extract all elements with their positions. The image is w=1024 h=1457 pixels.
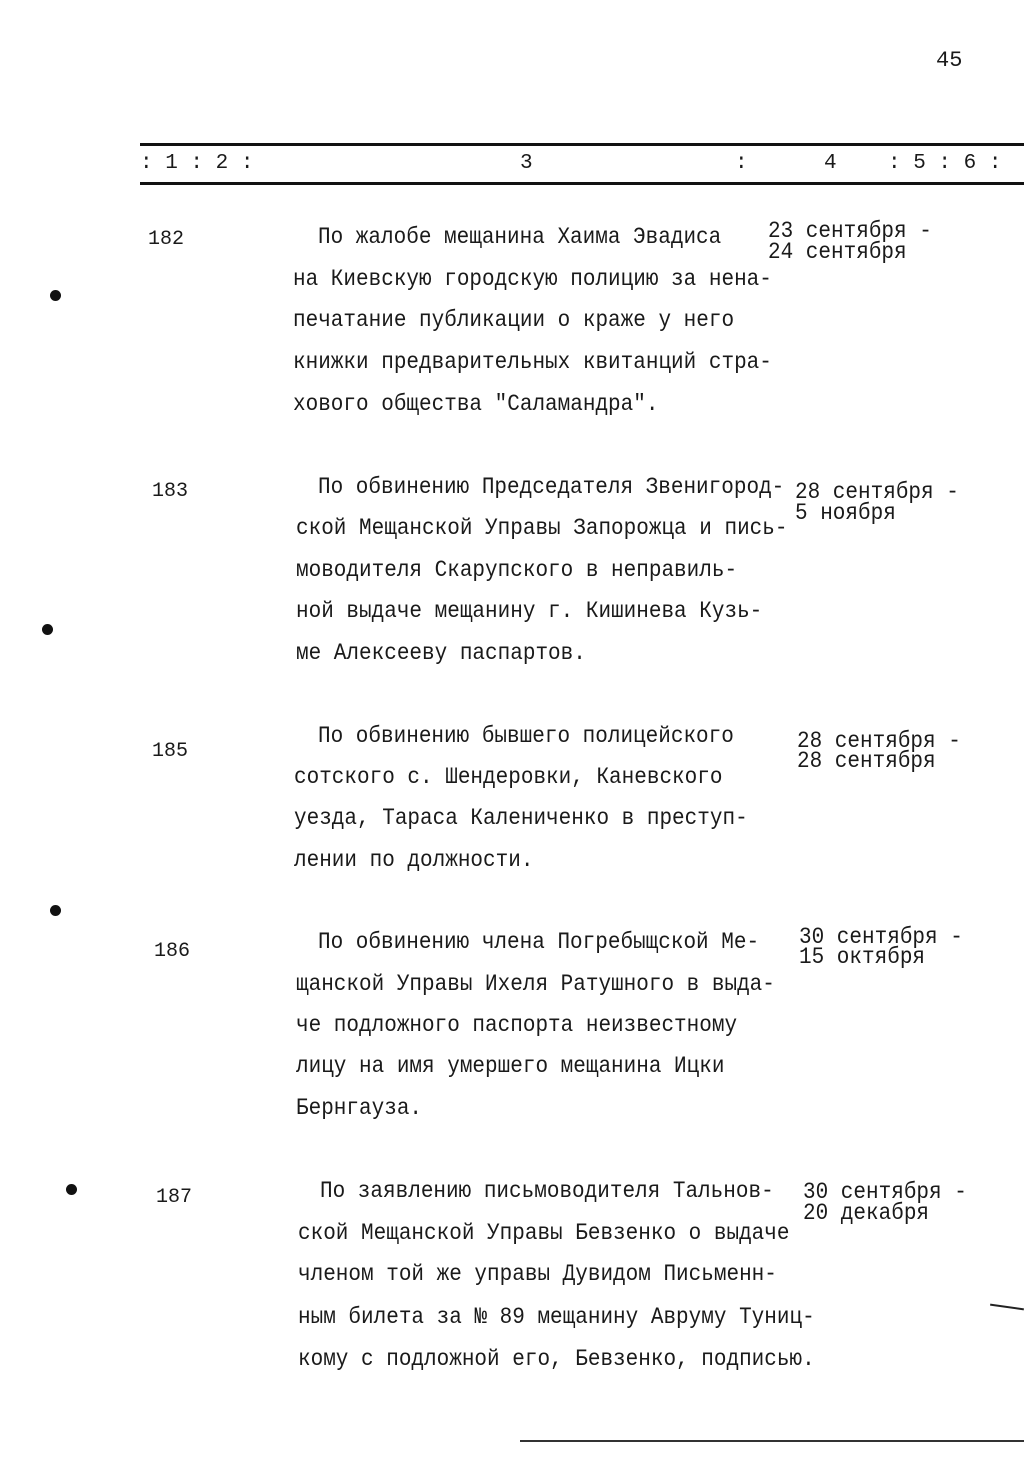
date-to: 28 сентября xyxy=(797,749,936,775)
date-to: 15 октября xyxy=(799,945,926,971)
entry-number: 185 xyxy=(152,740,189,763)
header-separator: : xyxy=(735,152,748,175)
entry-text-line: лении по должности. xyxy=(294,848,534,874)
margin-stroke xyxy=(990,1304,1024,1311)
date-from: 30 сентября - xyxy=(799,925,963,951)
entry-text-line: на Киевскую городскую полицию за нена- xyxy=(293,267,772,293)
entry-text-line: ме Алексееву паспартов. xyxy=(296,641,586,667)
entry-text-line: По жалобе мещанина Хаима Эвадиса xyxy=(318,225,722,251)
binding-hole-mark xyxy=(50,905,61,916)
binding-hole-mark xyxy=(42,624,53,635)
date-from: 30 сентября - xyxy=(803,1180,967,1206)
date-from: 28 сентября - xyxy=(797,729,961,755)
entry-number: 186 xyxy=(154,940,191,963)
header-top-rule xyxy=(140,143,1024,146)
binding-hole-mark xyxy=(50,290,61,301)
date-to: 5 ноября xyxy=(795,501,896,527)
entry-text-line: лицу на имя умершего мещанина Ицки xyxy=(296,1054,725,1080)
date-from: 23 сентября - xyxy=(768,219,932,245)
entry-text-line: че подложного паспорта неизвестному xyxy=(296,1013,738,1039)
entry-number: 183 xyxy=(152,480,189,503)
entry-text-line: Бернгауза. xyxy=(296,1096,423,1122)
entry-text-line: печатание публикации о краже у него xyxy=(293,308,735,334)
entry-text-line: По обвинению Председателя Звенигород- xyxy=(318,475,785,501)
header-col-1-2: : 1 : 2 : xyxy=(140,152,254,175)
entry-text-line: ской Мещанской Управы Бевзенко о выдаче xyxy=(298,1221,790,1247)
entry-text-line: членом той же управы Дувидом Письменн- xyxy=(298,1262,777,1288)
entry-text-line: хового общества "Саламандра". xyxy=(293,392,659,418)
entry-text-line: ным билета за № 89 мещанину Авруму Туниц- xyxy=(298,1305,815,1331)
page-number: 45 xyxy=(936,48,963,73)
entry-text-line: ной выдаче мещанину г. Кишинева Кузь- xyxy=(296,599,763,625)
entry-number: 182 xyxy=(148,228,185,251)
entry-text-line: По обвинению бывшего полицейского xyxy=(318,724,734,750)
binding-hole-mark xyxy=(66,1184,77,1195)
entry-text-line: книжки предварительных квитанций стра- xyxy=(293,350,772,376)
entry-text-line: ской Мещанской Управы Запорожца и пись- xyxy=(296,516,788,542)
entry-text-line: моводителя Скарупского в неправиль- xyxy=(296,558,738,584)
header-bottom-rule xyxy=(140,182,1024,185)
entry-text-line: По заявлению письмоводителя Тальнов- xyxy=(320,1179,774,1205)
header-col-4: 4 xyxy=(824,152,837,175)
entry-text-line: По обвинению члена Погребыщской Ме- xyxy=(318,930,760,956)
bottom-rule xyxy=(520,1440,1024,1442)
entry-text-line: уезда, Тараса Калениченко в преступ- xyxy=(294,806,748,832)
date-from: 28 сентября - xyxy=(795,480,959,506)
entry-number: 187 xyxy=(156,1186,193,1209)
date-to: 24 сентября xyxy=(768,240,907,266)
header-col-5-6: : 5 : 6 : xyxy=(888,152,1002,175)
header-col-3: 3 xyxy=(520,152,533,175)
entry-text-line: сотского с. Шендеровки, Каневского xyxy=(294,765,723,791)
entry-text-line: кому с подложной его, Бевзенко, подписью. xyxy=(298,1347,815,1373)
entry-text-line: щанской Управы Ихеля Ратушного в выда- xyxy=(296,972,775,998)
date-to: 20 декабря xyxy=(803,1201,930,1227)
